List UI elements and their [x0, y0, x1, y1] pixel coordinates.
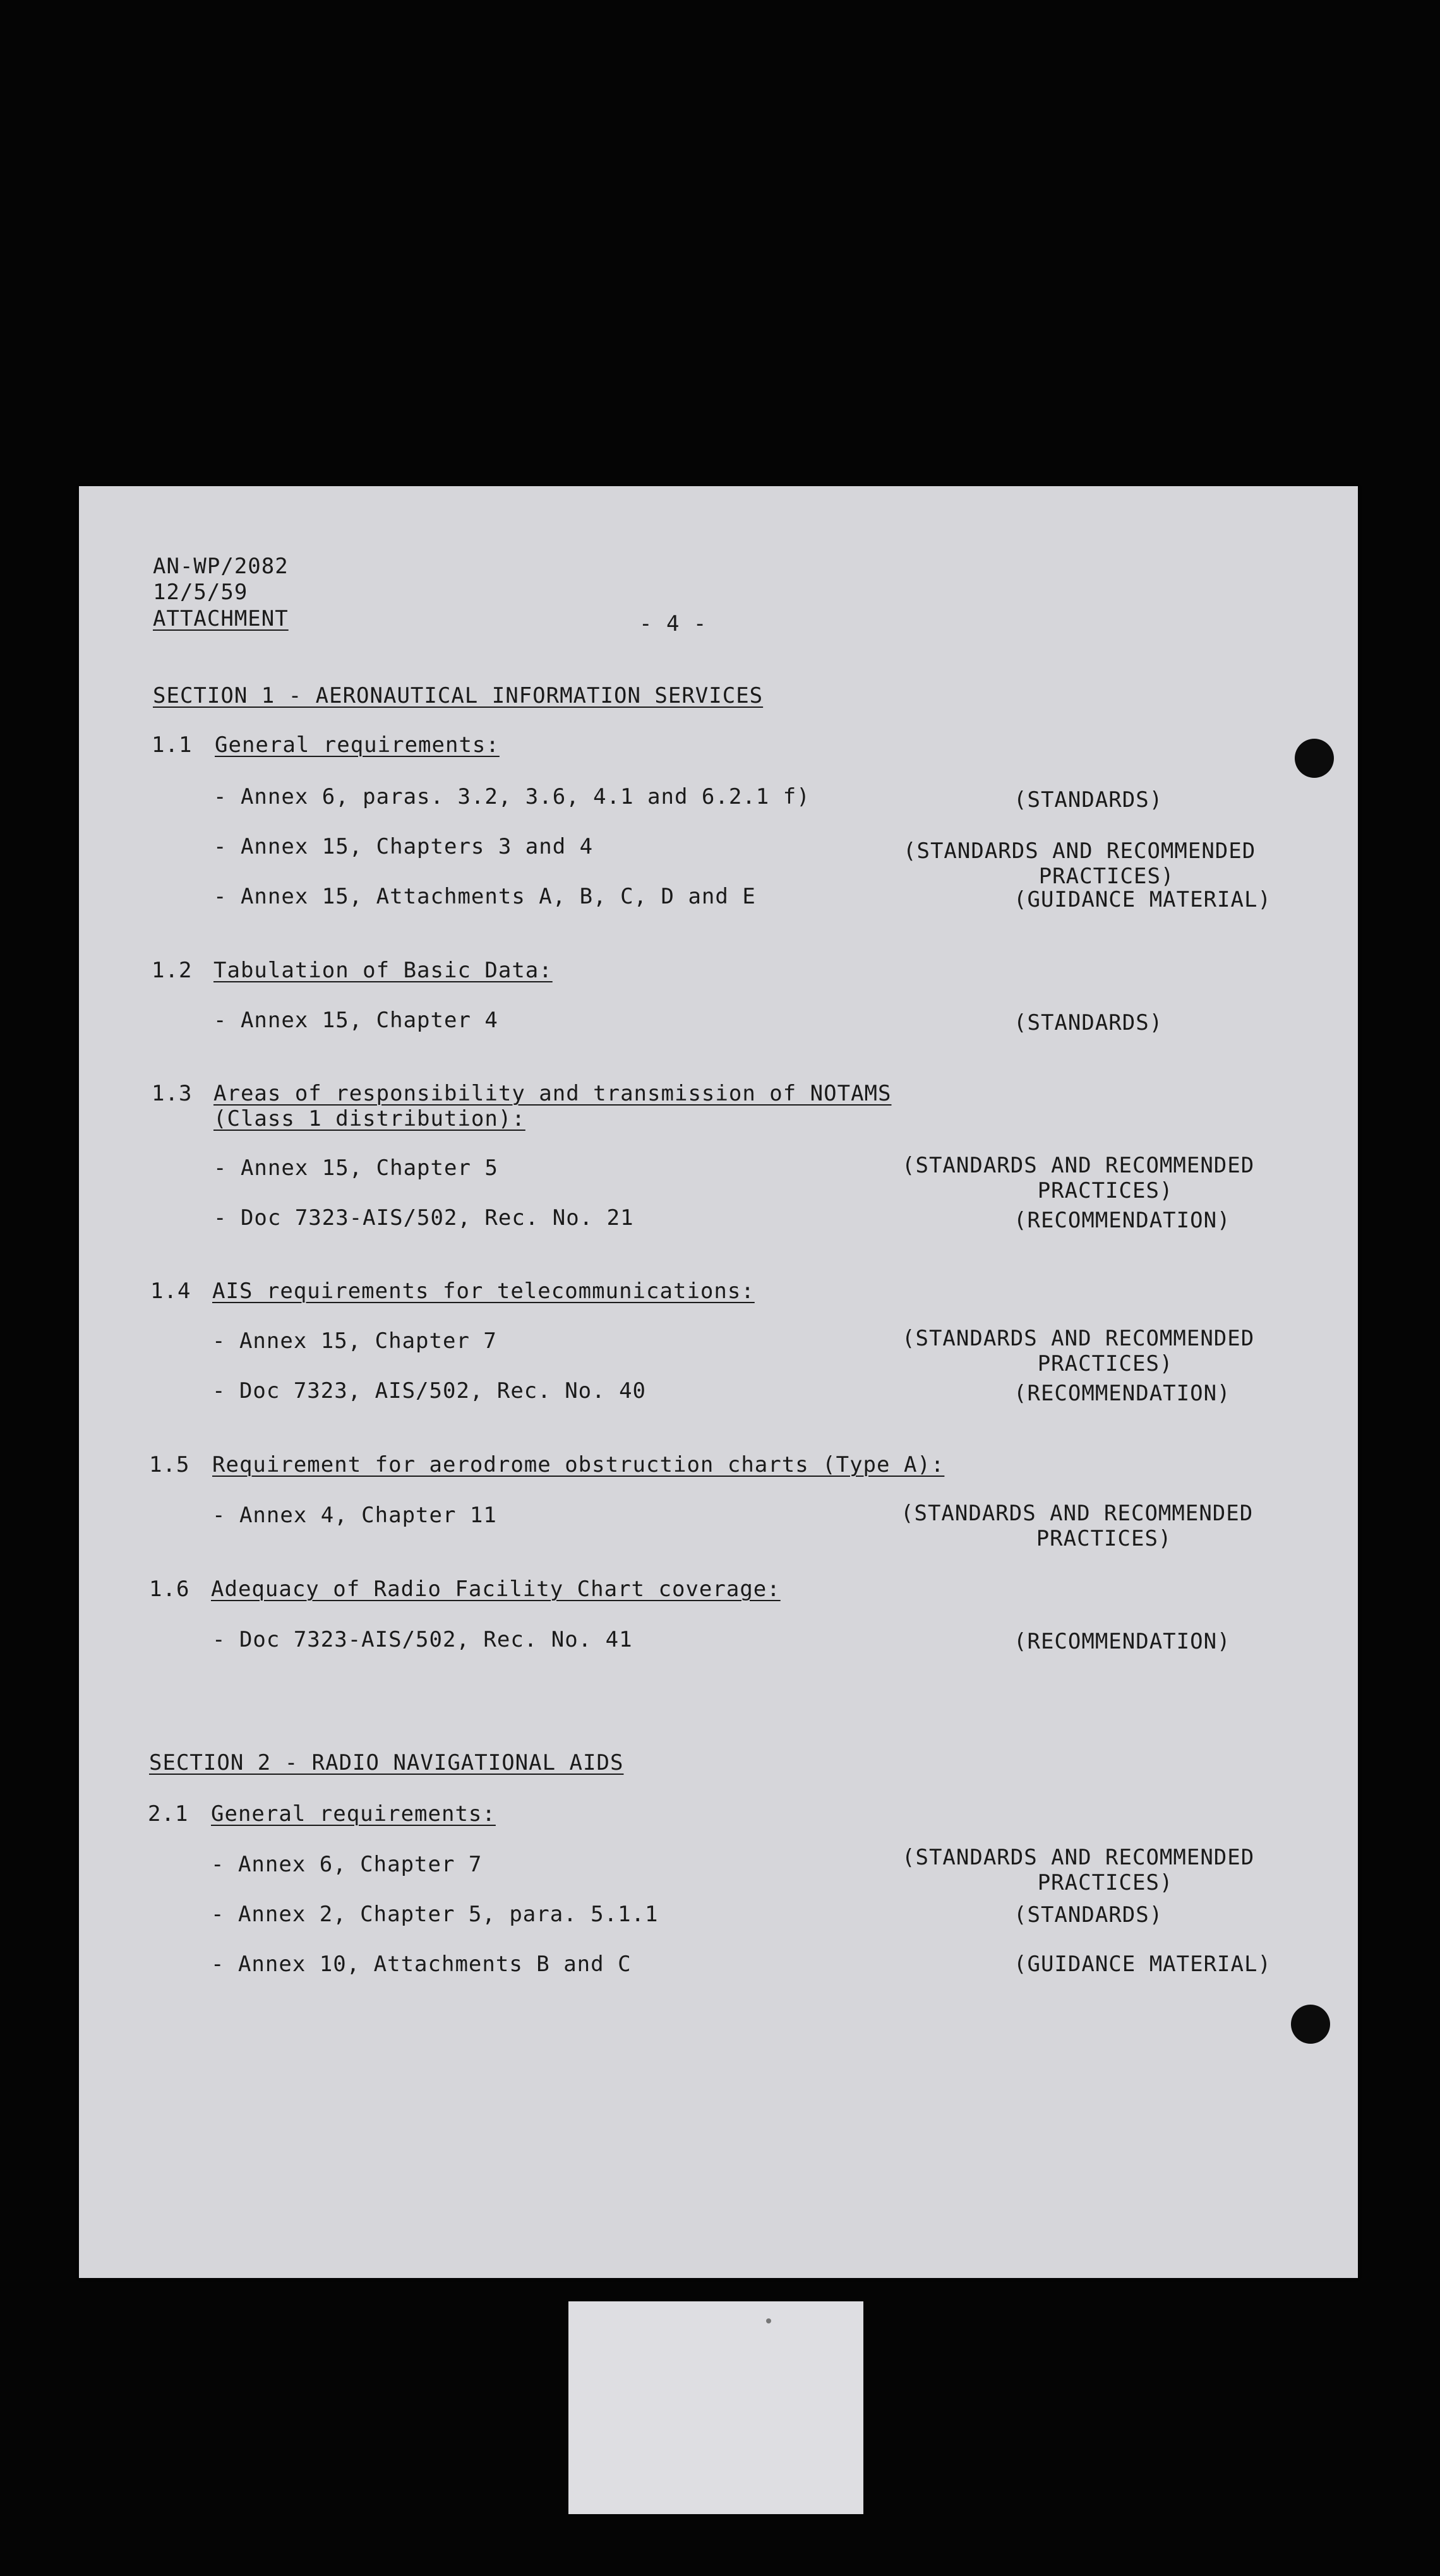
reference-line: - Annex 15, Chapter 5: [213, 1155, 498, 1181]
blank-card: [568, 2301, 863, 2514]
item-number: 1.4: [150, 1279, 191, 1304]
document-date: 12/5/59: [153, 580, 248, 605]
reference-line: - Annex 15, Chapter 7: [212, 1328, 497, 1354]
reference-line: - Annex 4, Chapter 11: [212, 1503, 497, 1528]
reference-line: - Annex 6, paras. 3.2, 3.6, 4.1 and 6.2.1 f): [213, 784, 810, 809]
category-label: (STANDARDS AND RECOMMENDED PRACTICES): [903, 838, 1256, 889]
item-number: 1.1: [152, 732, 193, 758]
category-label: (STANDARDS AND RECOMMENDED PRACTICES): [901, 1501, 1254, 1551]
attachment-label: ATTACHMENT: [153, 606, 289, 631]
reference-line: - Annex 2, Chapter 5, para. 5.1.1: [211, 1902, 659, 1927]
item-number: 1.2: [152, 958, 193, 983]
category-label: (GUIDANCE MATERIAL): [1014, 1952, 1271, 1977]
item-heading: General requirements:: [215, 732, 500, 758]
category-label: (STANDARDS AND RECOMMENDED PRACTICES): [902, 1845, 1255, 1895]
reference-line: - Doc 7323, AIS/502, Rec. No. 40: [212, 1378, 647, 1404]
section-2-title: SECTION 2 - RADIO NAVIGATIONAL AIDS: [149, 1750, 624, 1775]
reference-line: - Annex 6, Chapter 7: [211, 1852, 483, 1877]
category-label: (STANDARDS): [1014, 787, 1163, 813]
item-heading: Adequacy of Radio Facility Chart coverage:: [211, 1577, 781, 1602]
item-heading: AIS requirements for telecommunications:: [212, 1279, 755, 1304]
item-heading: Requirement for aerodrome obstruction charts (Type A):: [212, 1452, 945, 1477]
item-number: 1.6: [149, 1577, 190, 1602]
dust-speck: [766, 2318, 771, 2323]
punch-hole: [1291, 2005, 1330, 2044]
item-heading: Tabulation of Basic Data:: [213, 958, 553, 983]
category-label: (STANDARDS AND RECOMMENDED PRACTICES): [902, 1153, 1255, 1203]
category-label: (STANDARDS): [1014, 1902, 1163, 1928]
category-label: (RECOMMENDATION): [1014, 1629, 1231, 1654]
item-heading: General requirements:: [211, 1801, 496, 1827]
page-number: - 4 -: [639, 611, 707, 636]
reference-line: - Annex 10, Attachments B and C: [211, 1952, 632, 1977]
punch-hole: [1295, 739, 1334, 778]
category-label: (RECOMMENDATION): [1014, 1208, 1231, 1233]
reference-line: - Annex 15, Chapter 4: [213, 1008, 498, 1033]
category-label: (RECOMMENDATION): [1014, 1381, 1231, 1406]
category-label: (GUIDANCE MATERIAL): [1014, 887, 1271, 912]
category-label: (STANDARDS AND RECOMMENDED PRACTICES): [902, 1326, 1255, 1376]
document-ref: AN-WP/2082: [153, 554, 289, 579]
category-label: (STANDARDS): [1014, 1010, 1163, 1035]
item-number: 2.1: [148, 1801, 189, 1827]
reference-line: - Doc 7323-AIS/502, Rec. No. 41: [212, 1627, 633, 1652]
item-number: 1.3: [152, 1081, 193, 1106]
reference-line: - Annex 15, Chapters 3 and 4: [213, 834, 594, 859]
reference-line: - Annex 15, Attachments A, B, C, D and E: [213, 884, 756, 909]
reference-line: - Doc 7323-AIS/502, Rec. No. 21: [213, 1205, 634, 1231]
item-heading: Areas of responsibility and transmission of NOTAMS (Class 1 distribution):: [213, 1081, 892, 1131]
item-number: 1.5: [149, 1452, 190, 1477]
section-1-title: SECTION 1 - AERONAUTICAL INFORMATION SERVICES: [153, 683, 764, 708]
